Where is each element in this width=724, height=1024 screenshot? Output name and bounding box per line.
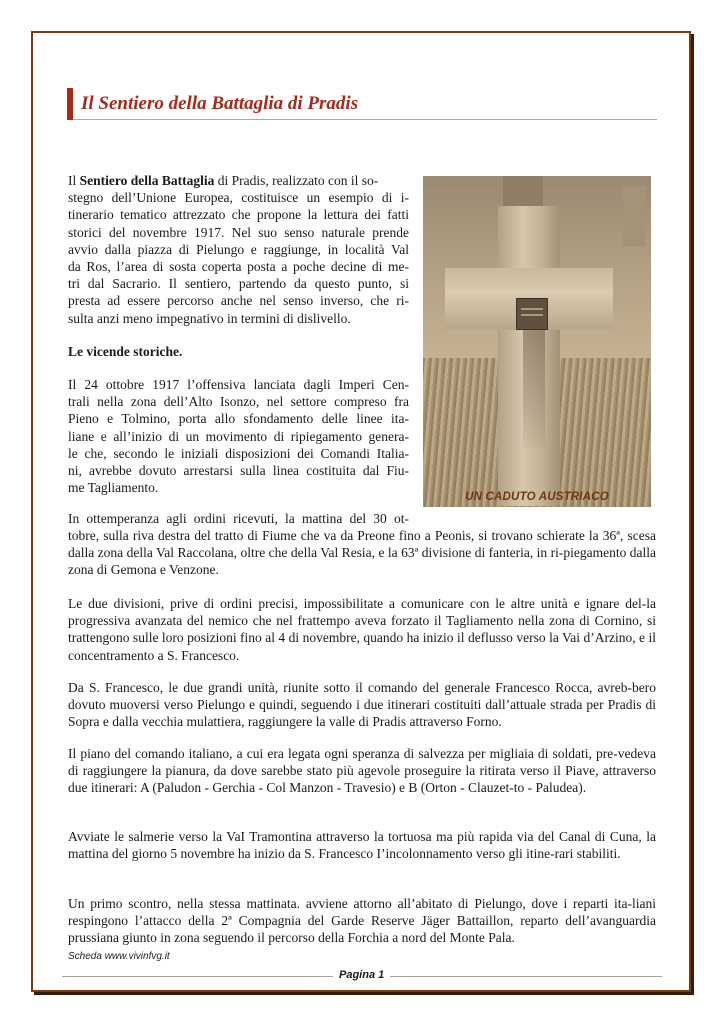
photo-caption: UN CADUTO AUSTRIACO bbox=[465, 491, 609, 503]
para1-line: le che, secondo le iniziali disposizioni dei Comandi Italia- bbox=[68, 445, 409, 461]
intro-line: di Pradis, realizzato con il so- bbox=[214, 173, 379, 188]
intro-line: sulta anzi meno impegnativo in termini di dislivello. bbox=[68, 310, 351, 326]
intro-bold: Sentiero della Battaglia bbox=[79, 173, 215, 188]
intro-line: storici del novembre 1917. Nel suo senso naturale prende bbox=[68, 224, 409, 240]
para6-text: Avviate le salmerie verso la VaI Tramontina attraverso la tortuosa ma più rapida via del Canal di Cuna, la mattina del giorno 5 novembre ha inizio da S. Francesco I’incolonnamento verso gli itine-rari stabiliti. bbox=[68, 829, 656, 862]
section-heading bbox=[68, 343, 409, 360]
intro-line: da Ros, l’area di sosta coperta posta a poche decine di me- bbox=[68, 259, 409, 275]
intro-paragraph bbox=[68, 172, 409, 327]
intro-line: avvio dalla piazza di Pielungo e raggiunge, in località Val bbox=[68, 241, 409, 257]
paragraph-3 bbox=[68, 595, 656, 664]
paragraph-7 bbox=[68, 895, 656, 947]
para1-line: trali nella zona dell’Alto Isonzo, nel settore compreso fra bbox=[68, 394, 409, 410]
para2-text: tobre, sulla riva destra del tratto di Fiume che va da Preone fino a Peonis, si trovano schierate la 36ª, scesa dalla zona della Val Raccolana, oltre che della Val Resia, e la 63ª divisione di fanteria, in ri-piegamento dalla zona di Gemona e Venzone. bbox=[68, 528, 656, 578]
para4-text: Da S. Francesco, le due grandi unità, riunite sotto il comando del generale Francesco Rocca, avreb-bero dovuto muoversi verso Pielungo e quindi, seguendo i due itinerari costituiti dall’attuale strada per Pradis di Sopra e dalla vecchia mulattiera, raggiungere la valle di Pradis attraverso Forno. bbox=[68, 680, 656, 730]
intro-prefix: Il bbox=[68, 173, 80, 188]
para3-text: Le due divisioni, prive di ordini precisi, impossibilitate a comunicare con le altre unità e ignare del-la progressiva avanzata del nemico che nel frattempo aveva forzato il Tagliamento nella zona di Cornino, si trattengono sulle loro posizioni fino al 4 di novembre, quando ha inizio il deflusso verso la Vai d’Arzino, e il concentramento a S. Francesco. bbox=[68, 596, 656, 663]
title-accent-bar bbox=[67, 88, 73, 120]
intro-line: tri dal Sacrario. Il sentiero, partendo da questo punto, si bbox=[68, 276, 409, 292]
paragraph-4 bbox=[68, 679, 656, 731]
paragraph-6 bbox=[68, 828, 656, 862]
page-title: Il Sentiero della Battaglia di Pradis bbox=[81, 93, 359, 114]
intro-line: presta ad essere percorso anche nel senso inverso, che ri- bbox=[68, 293, 409, 309]
section-heading-text: Le vicende storiche. bbox=[68, 344, 183, 359]
page-number: Pagina 1 bbox=[333, 969, 390, 981]
background-cross bbox=[623, 186, 645, 246]
paragraph-2-first-line bbox=[68, 510, 409, 527]
paragraph-5 bbox=[68, 745, 656, 797]
para2-first-line: In ottemperanza agli ordini ricevuti, la mattina del 30 ot- bbox=[68, 511, 409, 526]
para1-line: me Tagliamento. bbox=[68, 480, 159, 496]
para1-line: Il 24 ottobre 1917 l’offensiva lanciata dagli Imperi Cen- bbox=[68, 377, 409, 392]
title-block bbox=[67, 88, 657, 122]
intro-line: stegno dell’Unione Europea, costituisce un esempio di i- bbox=[68, 190, 409, 206]
footer-scheda: Scheda www.vivinfvg.it bbox=[68, 951, 170, 962]
paragraph-1 bbox=[68, 376, 409, 496]
intro-line: tinerario tematico attrezzato che propone la lettura dei fatti bbox=[68, 207, 409, 223]
para7-text: Un primo scontro, nella stessa mattinata. avviene attorno all’abitato di Pielungo, dove i reparti ita-liani respingono l’attacco della 2ª Compagnia del Garde Reserve Jäger Battaillon, reparto dell’avanguardia prussiana giunto in zona seguendo il percorso della Forchia a nord del Monte Pala. bbox=[68, 896, 656, 946]
name-plaque bbox=[516, 298, 548, 330]
title-underline bbox=[73, 119, 657, 120]
para1-line: liane e all’inizio di un movimento di ripiegamento genera- bbox=[68, 428, 409, 444]
para1-line: Pieno e Tolmino, porta allo sfondamento delle linee ita- bbox=[68, 411, 409, 427]
para5-text: Il piano del comando italiano, a cui era legata ogni speranza di salvezza per migliaia di soldati, pre-vedeva di raggiungere la pianura, da dove sarebbe stato più agevole proseguire la ritirata verso il Piave, attraverso due itinerari: A (Paludon - Gerchia - Col Manzon - Travesio) e B (Orton - Clauzet-to - Paludea). bbox=[68, 746, 656, 796]
paragraph-2 bbox=[68, 527, 656, 579]
cross-weather-stain bbox=[523, 328, 545, 448]
cross-photo bbox=[423, 176, 651, 507]
para1-line: ni, avrebbe dovuto arrestarsi sulla linea costituita dal Fiu- bbox=[68, 463, 409, 479]
